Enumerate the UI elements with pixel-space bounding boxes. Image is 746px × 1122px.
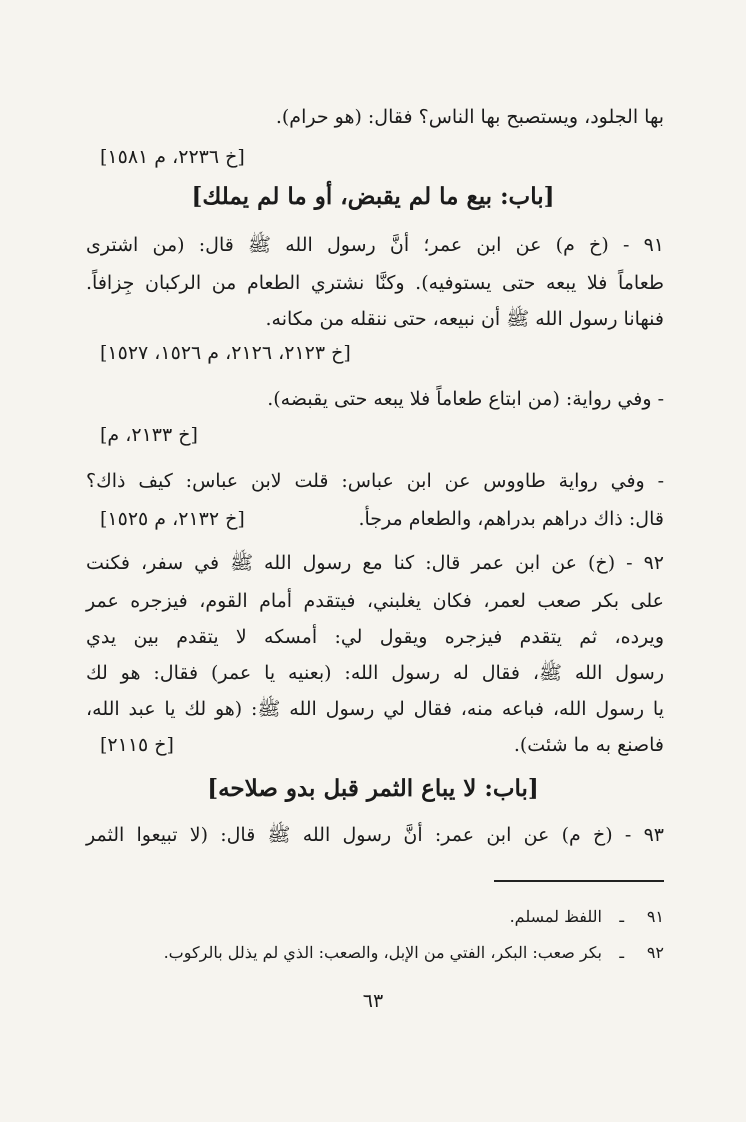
text-line: فاصنع به ما شئت). — [513, 734, 664, 756]
footnote-text: اللفظ لمسلم. — [509, 907, 602, 926]
chapter-heading: [باب: لا يباع الثمر قبل بدو صلاحه] — [207, 775, 539, 802]
footnote-divider — [494, 880, 664, 882]
text-line: على بكر صعب لعمر، فكان يغلبني، فيتقدم أمام القوم، فيزجره عمر — [86, 590, 664, 612]
footnote-number: ٩٢ — [646, 943, 664, 962]
text-line: قال: ذاك دراهم بدراهم، والطعام مرجأ. — [358, 508, 664, 530]
hadith-reference: [خ ٢١٣٣، م] — [100, 424, 198, 446]
footnote — [510, 904, 664, 930]
text-line: - وفي رواية طاووس عن ابن عباس: قلت لابن عباس: كيف ذاك؟ — [86, 470, 664, 492]
hadith-reference: [خ ٢١١٥] — [100, 734, 174, 756]
footnote-dash: ـ — [619, 907, 624, 926]
footnote-dash: ـ — [619, 943, 624, 962]
page-number: ٦٣ — [362, 990, 384, 1012]
chapter-heading: [باب: بيع ما لم يقبض، أو ما لم يملك] — [191, 183, 555, 210]
text-line: ٩١ - (خ م) عن ابن عمر؛ أنَّ رسول الله ﷺ قال: (من اشترى — [86, 234, 664, 256]
hadith-reference: [خ ٢١٣٢، م ١٥٢٥] — [100, 508, 245, 530]
text-line: ٩٣ - (خ م) عن ابن عمر: أنَّ رسول الله ﷺ قال: (لا تبيعوا الثمر — [86, 824, 664, 846]
hadith-reference: [خ ٢١٢٣، ٢١٢٦، م ١٥٢٦، ١٥٢٧] — [100, 342, 351, 364]
text-line: فنهانا رسول الله ﷺ أن نبيعه، حتى ننقله من مكانه. — [265, 308, 664, 330]
text-line: ويرده، ثم يتقدم فيزجره ويقول لي: أمسكه لا يتقدم بين يدي — [86, 626, 664, 648]
text-line: رسول الله ﷺ، فقال له رسول الله: (بعنيه يا عمر) فقال: هو لك — [86, 662, 664, 684]
footnote-number: ٩١ — [646, 907, 664, 926]
footnote — [164, 940, 664, 966]
footnote-text: بكر صعب: البكر، الفتي من الإبل، والصعب: الذي لم يذلل بالركوب. — [163, 943, 602, 962]
text-line: - وفي رواية: (من ابتاع طعاماً فلا يبعه حتى يقبضه). — [267, 388, 664, 410]
text-line: ٩٢ - (خ) عن ابن عمر قال: كنا مع رسول الله ﷺ في سفر، فكنت — [86, 552, 664, 574]
text-line: بها الجلود، ويستصبح بها الناس؟ فقال: (هو حرام). — [275, 106, 664, 128]
hadith-reference: [خ ٢٢٣٦، م ١٥٨١] — [100, 146, 245, 168]
text-line: طعاماً فلا يبعه حتى يستوفيه). وكنَّا نشتري الطعام من الركبان جِزافاً. — [86, 272, 664, 294]
text-line: يا رسول الله، فباعه منه، فقال لي رسول الله ﷺ: (هو لك يا عبد الله، — [86, 698, 664, 720]
